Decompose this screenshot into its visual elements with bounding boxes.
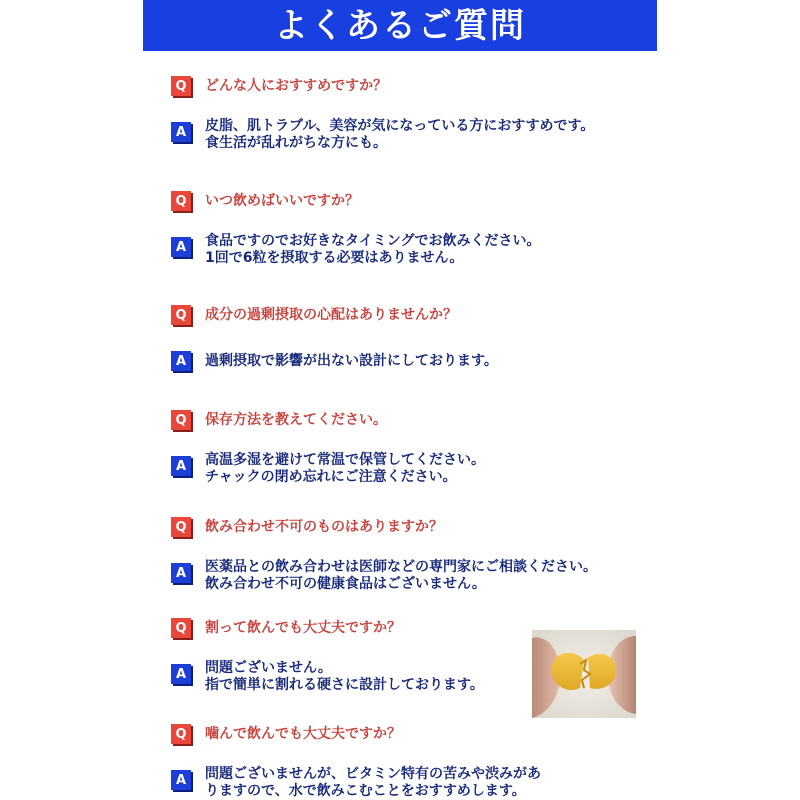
answer-text [205,452,485,486]
answer-line: 指で簡単に割れる硬さに設計しております。 [205,677,484,693]
answer-badge: A [171,351,191,371]
question-badge: Q [171,305,191,325]
answer-badge: A [171,664,191,684]
answer-line: チャックの閉め忘れにご注意ください。 [205,469,457,485]
answer-text [205,351,498,371]
answer-row [171,233,540,267]
answer-text [205,559,597,593]
question-row [171,305,457,325]
answer-badge: A [171,237,191,257]
answer-line: 食生活が乱れがちな方にも。 [205,135,387,151]
answer-line: 問題ございません。 [205,660,332,676]
answer-row [171,559,597,593]
answer-row [171,660,484,694]
answer-badge: A [171,122,191,142]
answer-text [205,118,594,152]
question-row [171,76,387,96]
answer-text [205,766,541,800]
answer-badge: A [171,770,191,790]
split-tablet-illustration [532,630,636,718]
question-row [171,517,443,537]
answer-line: 飲み合わせ不可の健康食品はございません。 [205,576,486,592]
question-text: どんな人におすすめですか？ [205,78,388,94]
question-row [171,410,387,430]
question-text: 噛んで飲んでも大丈夫ですか？ [205,726,401,742]
answer-line: 皮脂、肌トラブル、美容が気になっている方におすすめです。 [205,118,595,134]
answer-line: 医薬品との飲み合わせは医師などの専門家にご相談ください。 [205,559,597,575]
question-badge: Q [171,618,191,638]
faq-header [143,0,657,51]
answer-line: 食品ですのでお好きなタイミングでお飲みください。 [205,233,541,249]
split-tablet-photo [532,630,636,718]
page-title: よくあるご質問 [274,5,526,46]
question-badge: Q [171,191,191,211]
answer-row [171,351,498,371]
question-badge: Q [171,724,191,744]
answer-row [171,766,541,800]
answer-row [171,118,594,152]
question-text: 成分の過剰摂取の心配はありませんか？ [205,307,457,323]
question-badge: Q [171,517,191,537]
question-text: 飲み合わせ不可のものはありますか？ [205,519,443,535]
answer-text [205,660,484,694]
answer-line: 問題ございませんが、ビタミン特有の苦みや渋みがあ [205,766,541,782]
answer-line: 高温多湿を避けて常温で保管してください。 [205,452,485,468]
answer-line: 1回で6粒を摂取する必要はありません。 [205,250,464,266]
question-text: 割って飲んでも大丈夫ですか？ [205,620,401,636]
answer-row [171,452,485,486]
answer-text [205,233,540,267]
answer-badge: A [171,456,191,476]
question-row [171,724,401,744]
question-text: 保存方法を教えてください。 [205,412,387,428]
question-text: いつ飲めばいいですか？ [205,193,359,209]
answer-line: りますので、水で飲みこむことをおすすめします。 [205,783,526,799]
answer-line: 過剰摂取で影響が出ない設計にしております。 [205,353,498,369]
question-badge: Q [171,410,191,430]
question-row [171,618,401,638]
question-badge: Q [171,76,191,96]
answer-badge: A [171,563,191,583]
question-row [171,191,359,211]
